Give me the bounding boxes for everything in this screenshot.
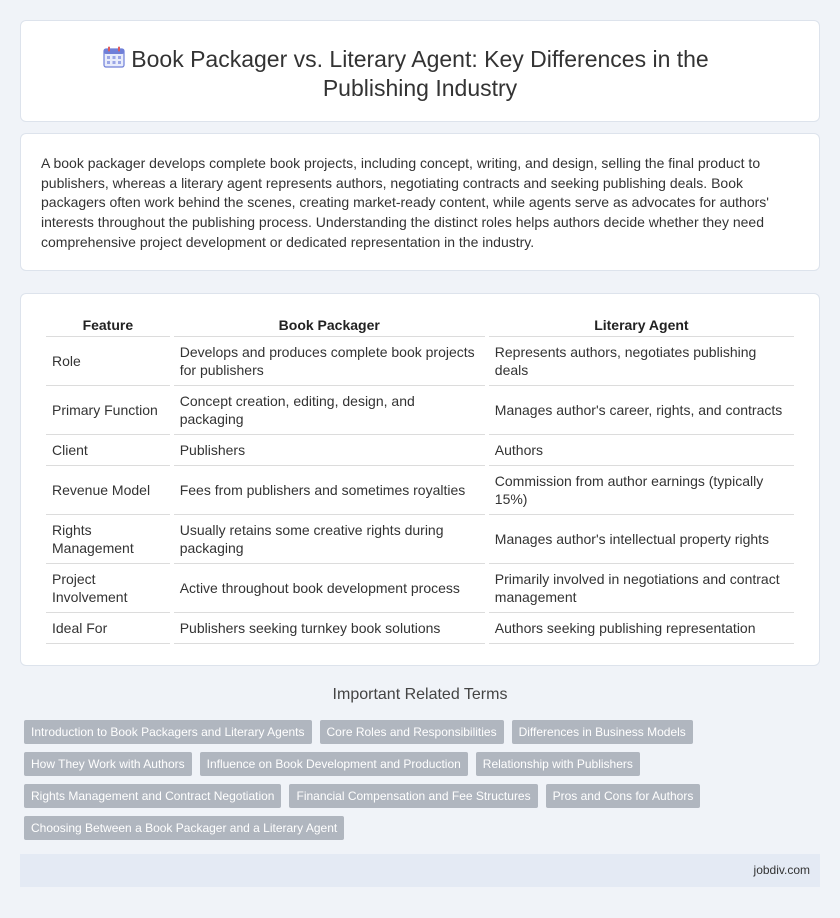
- table-cell: Develops and produces complete book projects for publishers: [174, 337, 485, 386]
- table-cell: Ideal For: [46, 613, 170, 644]
- table-cell: Project Involvement: [46, 564, 170, 613]
- table-cell: Represents authors, negotiates publishing deals: [489, 337, 794, 386]
- footer-site-link[interactable]: jobdiv.com: [753, 863, 810, 877]
- related-term-tag[interactable]: Pros and Cons for Authors: [546, 784, 701, 808]
- table-row: [46, 386, 794, 435]
- table-cell: Authors: [489, 435, 794, 466]
- table-row: [46, 337, 794, 386]
- table-cell: Rights Management: [46, 515, 170, 564]
- related-term-tag[interactable]: How They Work with Authors: [24, 752, 192, 776]
- comparison-card: [20, 293, 820, 666]
- table-row: [46, 564, 794, 613]
- table-row: [46, 466, 794, 515]
- table-cell: Client: [46, 435, 170, 466]
- related-term-tag[interactable]: Relationship with Publishers: [476, 752, 640, 776]
- table-header-literary-agent: Literary Agent: [489, 315, 794, 337]
- intro-text: A book packager develops complete book projects, including concept, writing, and design, selling the final product to publishers, whereas a literary agent represents authors, negotiating contracts and seeking publishing deals. Book packagers often work behind the scenes, creating market-ready content, while agents serve as advocates for authors' interests throughout the publishing process. Understanding the distinct roles helps authors decide whether they need comprehensive project development or dedicated representation in the industry.: [41, 155, 769, 250]
- page-title: Book Packager vs. Literary Agent: Key Differences in the Publishing Industry: [131, 46, 709, 101]
- header-card: [20, 20, 820, 122]
- table-row: [46, 613, 794, 644]
- related-term-tag[interactable]: Differences in Business Models: [512, 720, 693, 744]
- related-term-tag[interactable]: Core Roles and Responsibilities: [320, 720, 504, 744]
- table-cell: Manages author's intellectual property rights: [489, 515, 794, 564]
- related-term-tag[interactable]: Rights Management and Contract Negotiation: [24, 784, 281, 808]
- table-cell: Revenue Model: [46, 466, 170, 515]
- table-cell: Primarily involved in negotiations and contract management: [489, 564, 794, 613]
- comparison-table: [42, 315, 798, 644]
- table-cell: Role: [46, 337, 170, 386]
- table-cell: Commission from author earnings (typically 15%): [489, 466, 794, 515]
- table-cell: Manages author's career, rights, and contracts: [489, 386, 794, 435]
- related-terms-list: [24, 720, 724, 848]
- related-term-tag[interactable]: Choosing Between a Book Packager and a Literary Agent: [24, 816, 344, 840]
- related-term-tag[interactable]: Introduction to Book Packagers and Literary Agents: [24, 720, 312, 744]
- related-term-tag[interactable]: Influence on Book Development and Production: [200, 752, 468, 776]
- table-cell: Active throughout book development process: [174, 564, 485, 613]
- table-cell: Primary Function: [46, 386, 170, 435]
- table-header-book-packager: Book Packager: [174, 315, 485, 337]
- table-cell: Publishers seeking turnkey book solutions: [174, 613, 485, 644]
- table-cell: Publishers: [174, 435, 485, 466]
- table-cell: Usually retains some creative rights during packaging: [174, 515, 485, 564]
- table-row: [46, 435, 794, 466]
- intro-card: [20, 133, 820, 271]
- related-term-tag[interactable]: Financial Compensation and Fee Structures: [289, 784, 537, 808]
- table-row: [46, 515, 794, 564]
- table-cell: Fees from publishers and sometimes royalties: [174, 466, 485, 515]
- table-cell: Authors seeking publishing representation: [489, 613, 794, 644]
- table-cell: Concept creation, editing, design, and packaging: [174, 386, 485, 435]
- related-terms-title: Important Related Terms: [332, 686, 508, 703]
- footer: [20, 854, 820, 887]
- table-header-feature: Feature: [46, 315, 170, 337]
